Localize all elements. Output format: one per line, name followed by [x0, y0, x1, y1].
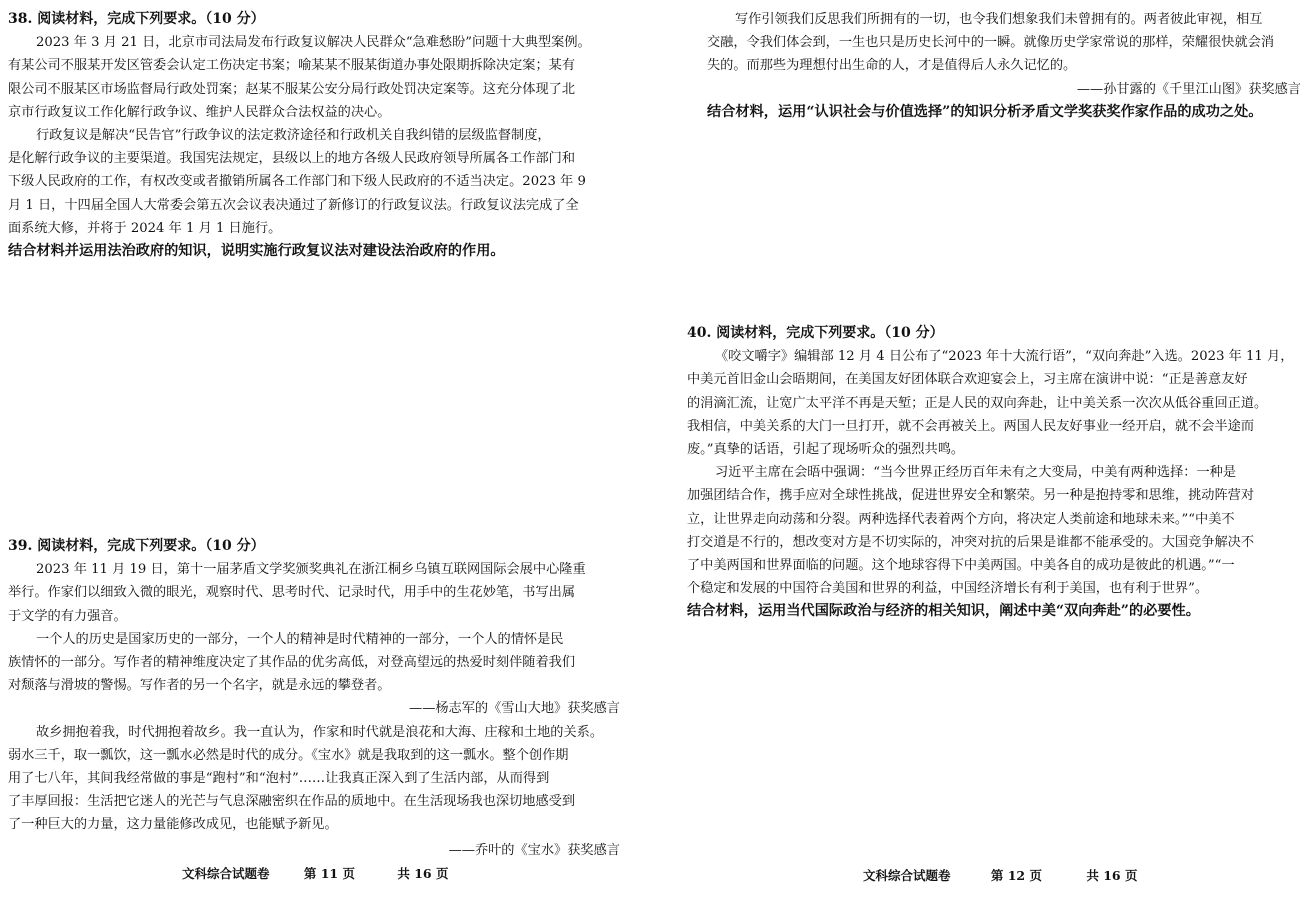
q38-p2-line: 月 1 日，十四届全国人大常委会第五次会议表决通过了新修订的行政复议法。行政复议法完成了全	[8, 197, 579, 213]
footer-page-number: 第 12 页	[990, 868, 1042, 883]
footer-exam-name: 文科综合试题卷	[863, 868, 951, 883]
q39-p3-line: 故乡拥抱着我，时代拥抱着故乡。我一直认为，作家和时代就是浪花和大海、庄稼和土地的关系。	[36, 724, 604, 740]
q40-p1-line: 中美元首旧金山会晤期间，在美国友好团体联合欢迎宴会上，习主席在演讲中说：“正是善意友好	[687, 372, 1248, 388]
question-39	[8, 535, 620, 862]
q40-p2-line: 加强团结合作，携手应对全球性挑战，促进世界安全和繁荣。另一种是抱持零和思维，挑动阵营对	[687, 488, 1255, 504]
q39-signature-2: ——乔叶的《宝水》获奖感言	[448, 842, 620, 858]
q40-p1-line: 《咬文嚼字》编辑部 12 月 4 日公布了“2023 年十大流行语”，“双向奔赴”入选。2023 年 11 月，	[715, 349, 1294, 365]
q39-p1-line: 2023 年 11 月 19 日，第十一届茅盾文学奖颁奖典礼在浙江桐乡乌镇互联网国际会展中心隆重	[36, 562, 586, 578]
q39-cont-line: 写作引领我们反思我们所拥有的一切，也令我们想象我们未曾拥有的。两者彼此审视，相互	[735, 12, 1263, 27]
q39-p2-line: 族情怀的一部分。写作者的精神维度决定了其作品的优劣高低，对登高望远的热爱时刻伴随着我们	[8, 655, 576, 671]
footer-page-total: 共 16 页	[1086, 868, 1138, 883]
question-39-continued	[707, 8, 1301, 124]
q39-signature-1: ——杨志军的《雪山大地》获奖感言	[409, 701, 620, 717]
q40-p1-line: 废。”真挚的话语，引起了现场听众的强烈共鸣。	[687, 442, 965, 458]
q39-p3-line: 了丰厚回报：生活把它迷人的光芒与气息深融密织在作品的质地中。在生活现场我也深切地感受到	[8, 794, 576, 810]
q39-p3-line: 用了七八年，其间我经常做的事是“跑村”和“泡村”……让我真正深入到了生活内部，从而得到	[8, 771, 550, 787]
q40-p2-line: 立，让世界走向动荡和分裂。两种选择代表着两个方向，将决定人类前途和地球未来。”“中美不	[687, 511, 1235, 527]
q39-signature-3: ——孙甘露的《千里江山图》获奖感言	[1076, 81, 1301, 97]
page-footer-left	[182, 864, 448, 882]
q39-p1-line: 举行。作家们以细致入微的眼光，观察时代、思考时代、记录时代，用手中的生花妙笔，书写出属	[8, 585, 576, 601]
page-footer-right	[863, 866, 1137, 884]
q40-p1-line: 我相信，中美关系的大门一旦打开，就不会再被关上。两国人民友好事业一经开启，就不会半途而	[687, 418, 1255, 434]
q38-p2-line: 行政复议是解决“民告官”行政争议的法定救济途径和行政机关自我纠错的层级监督制度，	[36, 128, 551, 144]
q38-p2-line: 面系统大修，并将于 2024 年 1 月 1 日施行。	[8, 220, 282, 236]
q38-p1-line: 有某公司不服某开发区管委会认定工伤决定书案；喻某某不服某街道办事处限期拆除决定案；某有	[8, 58, 576, 74]
question-38-body	[8, 31, 620, 240]
question-38-title: 38. 阅读材料，完成下列要求。（10 分）	[8, 11, 265, 27]
q38-p1-line: 限公司不服某区市场监督局行政处罚案；赵某不服某公安分局行政处罚决定案等。这充分体现了北	[8, 81, 576, 97]
q38-p2-line: 下级人民政府的工作，有权改变或者撤销所属各工作部门和下级人民政府的不适当决定。2023 年 9	[8, 174, 586, 190]
q39-p2-line: 对颓落与滑坡的警惕。写作者的另一个名字，就是永远的攀登者。	[8, 678, 391, 694]
question-40	[687, 322, 1301, 624]
q39-cont-line: 交融，令我们体会到，一生也只是历史长河中的一瞬。就像历史学家常说的那样，荣耀很快就会消	[707, 35, 1275, 51]
question-38	[8, 8, 620, 263]
question-38-requirement: 结合材料并运用法治政府的知识，说明实施行政复议法对建设法治政府的作用。	[8, 243, 505, 260]
q40-p2-line: 了中美两国和世界面临的问题。这个地球容得下中美两国。中美各自的成功是彼此的机遇。”“一	[687, 558, 1235, 574]
q40-p2-line: 个稳定和发展的中国符合美国和世界的利益，中国经济增长有利于美国，也有利于世界”。	[687, 581, 1209, 597]
q39-p1-line: 于文学的有力强音。	[8, 608, 127, 624]
q40-p2-line: 习近平主席在会晤中强调：“当今世界正经历百年未有之大变局，中美有两种选择：一种是	[715, 465, 1237, 481]
q40-p2-line: 打交道是不行的，想改变对方是不切实际的，冲突对抗的后果是谁都不能承受的。大国竞争解决不	[687, 534, 1255, 550]
q39-cont-line: 失的。而那些为理想付出生命的人，才是值得后人永久记忆的。	[707, 58, 1077, 74]
q38-p1-line: 2023 年 3 月 21 日，北京市司法局发布行政复议解决人民群众“急难愁盼”问题十大典型案例。	[36, 35, 591, 51]
q39-p2-line: 一个人的历史是国家历史的一部分，一个人的精神是时代精神的一部分，一个人的情怀是民	[36, 631, 564, 647]
q40-p1-line: 的涓滴汇流，让宽广太平洋不再是天堑；正是人民的双向奔赴，让中美关系一次次从低谷重回正道。	[687, 395, 1268, 411]
footer-exam-name: 文科综合试题卷	[182, 866, 270, 881]
q38-p1-line: 京市行政复议工作化解行政争议、维护人民群众合法权益的决心。	[8, 104, 391, 120]
q39-p3-line: 弱水三千，取一瓢饮，这一瓢水必然是时代的成分。《宝水》就是我取到的这一瓢水。整个创作期	[8, 747, 569, 763]
footer-page-total: 共 16 页	[397, 866, 449, 881]
question-39-requirement: 结合材料，运用“认识社会与价值选择”的知识分析矛盾文学奖获奖作家作品的成功之处。	[707, 103, 1263, 120]
question-40-title: 40. 阅读材料，完成下列要求。（10 分）	[687, 325, 944, 341]
question-39-title: 39. 阅读材料，完成下列要求。（10 分）	[8, 538, 265, 554]
right-page	[655, 0, 1311, 900]
question-40-requirement: 结合材料，运用当代国际政治与经济的相关知识，阐述中美“双向奔赴”的必要性。	[687, 603, 1200, 620]
left-page	[0, 0, 655, 900]
q39-p3-line: 了一种巨大的力量，这力量能修改成见，也能赋予新见。	[8, 817, 338, 833]
q38-p2-line: 是化解行政争议的主要渠道。我国宪法规定，县级以上的地方各级人民政府领导所属各工作部门和	[8, 151, 576, 167]
footer-page-number: 第 11 页	[303, 866, 355, 881]
